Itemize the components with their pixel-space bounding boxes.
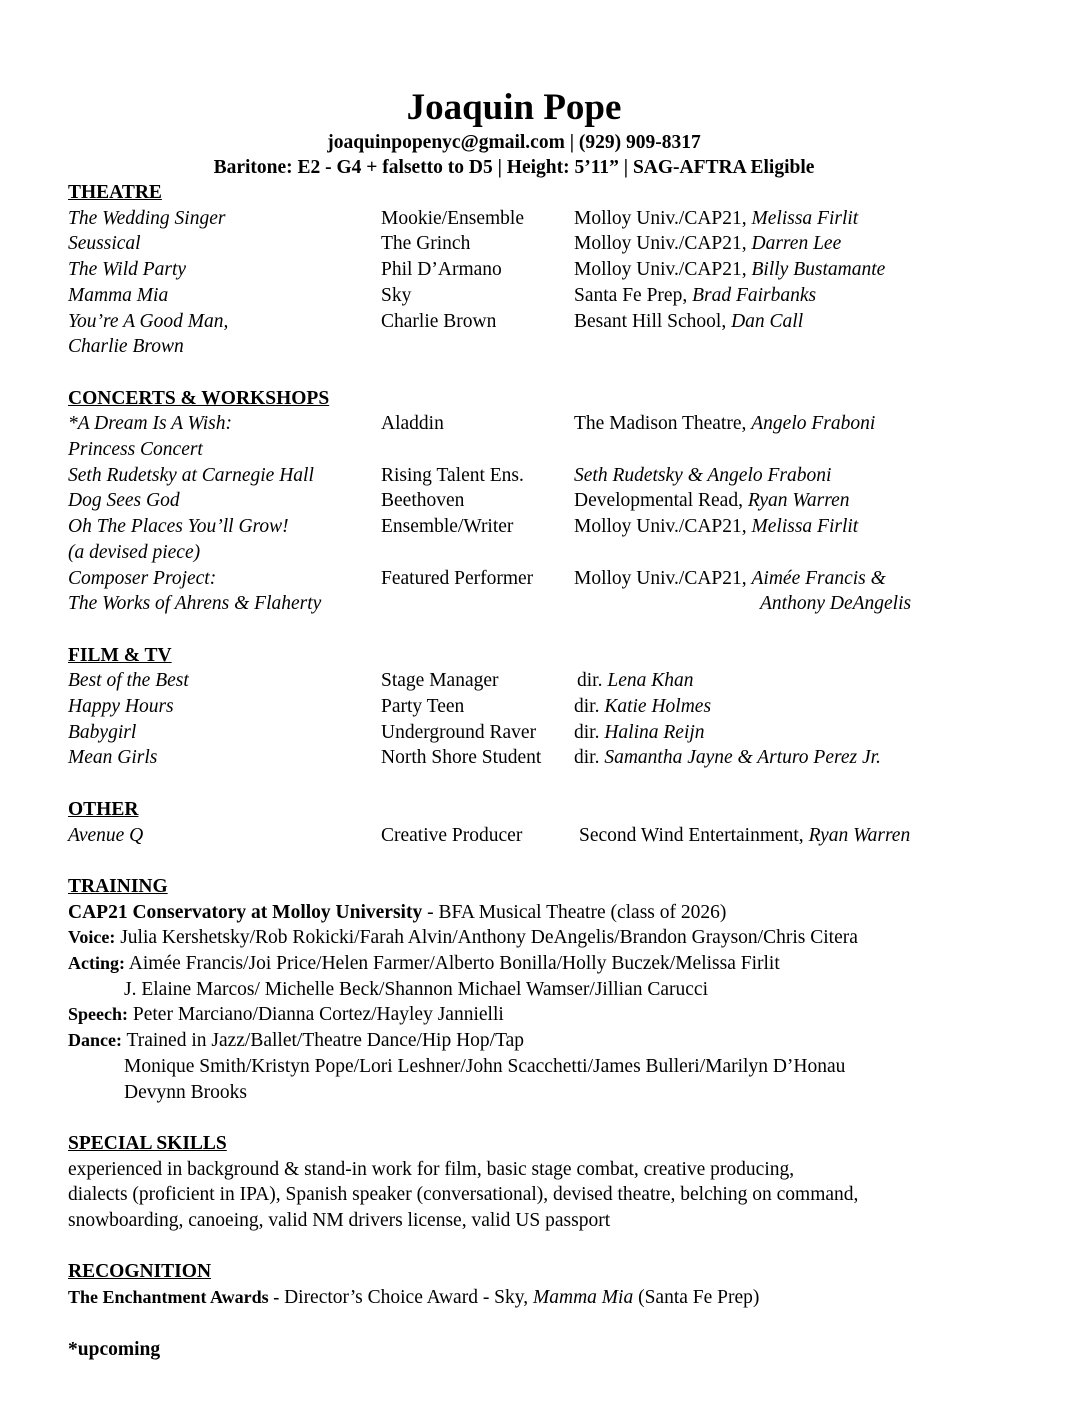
role: Underground Raver <box>381 721 537 743</box>
training-acting: Acting: Aimée Francis/Joi Price/Helen Farmer/Alberto Bonilla/Holly Buczek/Melissa Firlit <box>68 953 780 975</box>
training-dance-cont: Monique Smith/Kristyn Pope/Lori Leshner/John Scacchetti/James Bulleri/Marilyn D’Honau <box>124 1055 846 1077</box>
credit-row <box>68 411 1028 462</box>
other-title: OTHER <box>68 798 139 820</box>
contact-line: joaquinpopenyc@gmail.com | (929) 909-8317 <box>327 132 701 153</box>
role: The Grinch <box>381 233 471 255</box>
role: Sky <box>381 284 412 306</box>
venue-director: dir. Halina Reijn <box>574 721 705 743</box>
show-title: You’re A Good Man, Charlie Brown <box>68 310 229 358</box>
skills-line: dialects (proficient in IPA), Spanish speaker (conversational), devised theatre, belching on command, <box>68 1184 859 1206</box>
film-title: FILM & TV <box>68 644 172 666</box>
role: Phil D’Armano <box>381 259 502 281</box>
training-voice: Voice: Julia Kershetsky/Rob Rokicki/Farah Alvin/Anthony DeAngelis/Brandon Grayson/Chris Citera <box>68 927 858 949</box>
show-title: *A Dream Is A Wish: Princess Concert <box>68 413 232 461</box>
venue-director: Molloy Univ./CAP21, Melissa Firlit <box>574 516 859 538</box>
venue-director: Second Wind Entertainment, Ryan Warren <box>579 824 911 846</box>
training-school: CAP21 Conservatory at Molloy University - BFA Musical Theatre (class of 2026) <box>68 901 727 923</box>
role: Aladdin <box>381 413 444 435</box>
show-title: Oh The Places You’ll Grow! (a devised piece) <box>68 516 289 563</box>
credit-row <box>68 309 1028 360</box>
theatre-title: THEATRE <box>68 182 162 203</box>
specs-line: Baritone: E2 - G4 + falsetto to D5 | Height: 5’11” | SAG-AFTRA Eligible <box>213 157 815 178</box>
venue-director: dir. Katie Holmes <box>574 696 712 718</box>
credit-row <box>68 488 1028 514</box>
footnote: *upcoming <box>68 1338 161 1360</box>
training-acting-cont: J. Elaine Marcos/ Michelle Beck/Shannon Michael Wamser/Jillian Carucci <box>124 978 708 1000</box>
credit-row <box>68 720 1028 746</box>
venue-director: dir. Lena Khan <box>577 670 694 692</box>
venue-director: The Madison Theatre, Angelo Fraboni <box>574 413 876 435</box>
role: Mookie/Ensemble <box>381 207 524 229</box>
training-dance: Dance: Trained in Jazz/Ballet/Theatre Dance/Hip Hop/Tap <box>68 1030 525 1052</box>
training-title: TRAINING <box>68 875 168 897</box>
training-speech: Speech: Peter Marciano/Dianna Cortez/Hayley Jannielli <box>68 1004 504 1026</box>
show-title: The Wedding Singer <box>68 207 226 229</box>
role: North Shore Student <box>381 747 542 769</box>
show-title: Dog Sees God <box>68 490 180 512</box>
show-title: Seussical <box>68 233 141 255</box>
venue-director: Santa Fe Prep, Brad Fairbanks <box>574 284 817 306</box>
credit-row <box>68 206 1028 232</box>
show-title: Composer Project: The Works of Ahrens & Flaherty <box>68 567 322 615</box>
show-title: The Wild Party <box>68 259 187 281</box>
show-title: Babygirl <box>68 721 137 743</box>
skills-line: snowboarding, canoeing, valid NM drivers license, valid US passport <box>68 1210 611 1232</box>
award-line: The Enchantment Awards - Director’s Choice Award - Sky, Mamma Mia (Santa Fe Prep) <box>68 1287 760 1309</box>
show-title: Mean Girls <box>68 747 158 769</box>
role: Creative Producer <box>381 824 523 846</box>
venue-director: Molloy Univ./CAP21, Melissa Firlit <box>574 207 859 229</box>
skills-line: experienced in background & stand-in work for film, basic stage combat, creative producing, <box>68 1158 795 1180</box>
actor-name: Joaquin Pope <box>406 87 622 128</box>
role: Ensemble/Writer <box>381 516 514 538</box>
venue-director: Molloy Univ./CAP21, Darren Lee <box>574 233 842 255</box>
concerts-title: CONCERTS & WORKSHOPS <box>68 387 330 409</box>
credit-row <box>68 283 1028 309</box>
credit-row <box>68 231 1028 257</box>
resume-page <box>68 86 1028 1362</box>
credit-row <box>68 668 1028 694</box>
role: Stage Manager <box>381 670 499 692</box>
show-title: Happy Hours <box>68 696 174 718</box>
role: Featured Performer <box>381 567 534 589</box>
show-title: Seth Rudetsky at Carnegie Hall <box>68 464 314 486</box>
skills-title: SPECIAL SKILLS <box>68 1132 227 1154</box>
venue-director: Besant Hill School, Dan Call <box>574 310 804 332</box>
role: Beethoven <box>381 490 465 512</box>
training-dance-cont: Devynn Brooks <box>124 1081 247 1103</box>
show-title: Avenue Q <box>68 824 144 846</box>
credit-row <box>68 514 1028 565</box>
credit-row <box>68 745 1028 771</box>
credit-row <box>68 463 1028 489</box>
role: Charlie Brown <box>381 310 497 332</box>
role: Party Teen <box>381 696 465 718</box>
role: Rising Talent Ens. <box>381 464 524 486</box>
venue-director: Molloy Univ./CAP21, Billy Bustamante <box>574 259 886 281</box>
venue-director: Seth Rudetsky & Angelo Fraboni <box>574 464 832 486</box>
show-title: Mamma Mia <box>68 284 169 306</box>
credit-row <box>68 257 1028 283</box>
recognition-title: RECOGNITION <box>68 1261 212 1283</box>
venue-director: Molloy Univ./CAP21, Aimée Francis & Anthony DeAngelis <box>574 567 912 615</box>
venue-director: Developmental Read, Ryan Warren <box>574 490 850 512</box>
credit-row <box>68 694 1028 720</box>
credit-row <box>68 566 1028 617</box>
show-title: Best of the Best <box>68 670 189 692</box>
venue-director: dir. Samantha Jayne & Arturo Perez Jr. <box>574 747 881 769</box>
credit-row <box>68 823 1028 849</box>
